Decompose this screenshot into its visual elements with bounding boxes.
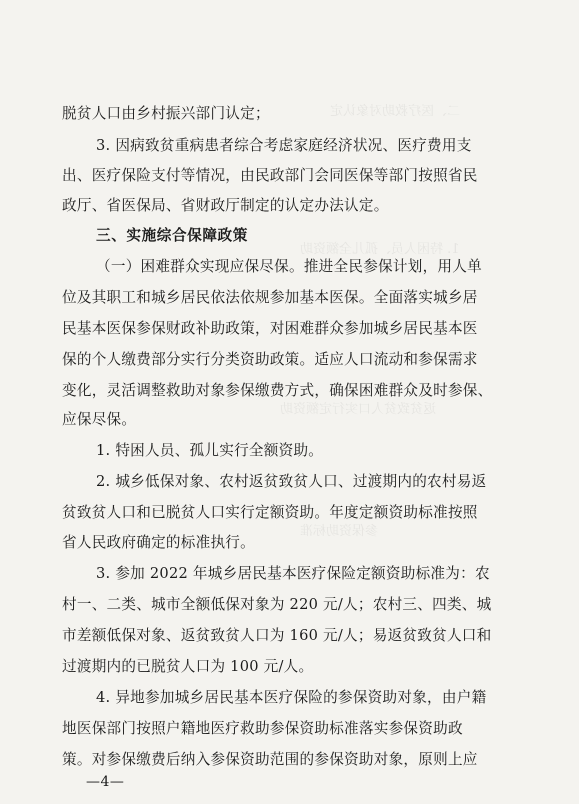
body-line: 变化，灵活调整救助对象参保缴费方式，确保困难群众及时参保、 — [62, 382, 493, 399]
body-line: 保的个人缴费部分实行分类资助政策。适应人口流动和参保需求 — [62, 351, 478, 368]
body-line: 4. 异地参加城乡居民基本医疗保险的参保资助对象，由户籍 — [96, 689, 487, 706]
bleed-through-text: 1. 特困人员、孤儿全额资助 — [300, 242, 460, 257]
body-line: 市差额低保对象、返贫致贫人口为 160 元/人；易返贫致贫人口和 — [62, 627, 492, 644]
body-line: 位及其职工和城乡居民依法依规参加基本医保。全面落实城乡居 — [62, 289, 478, 306]
body-line: 策。对参保缴费后纳入参保资助范围的参保资助对象，原则上应 — [62, 751, 478, 768]
body-line: 应保尽保。 — [62, 411, 137, 428]
body-line: 地医保部门按照户籍地医疗救助参保资助标准落实参保资助政 — [62, 720, 463, 737]
body-line: 民基本医保参保财政补助政策，对困难群众参加城乡居民基本医 — [62, 320, 478, 337]
body-line: 3. 参加 2022 年城乡居民基本医疗保险定额资助标准为：农 — [96, 565, 490, 582]
body-line: 2. 城乡低保对象、农村返贫致贫人口、过渡期内的农村易返 — [96, 473, 487, 490]
bleed-through-text: 二、医疗救助对象认定 — [330, 104, 461, 119]
body-line: 贫致贫人口和已脱贫人口实行定额资助。年度定额资助标准按照 — [62, 504, 478, 521]
body-line: 过渡期内的已脱贫人口为 100 元/人。 — [62, 658, 314, 675]
body-line: 政厅、省医保局、省财政厅制定的认定办法认定。 — [62, 197, 389, 214]
section-heading: 三、实施综合保障政策 — [96, 227, 248, 244]
page-number: —4— — [86, 774, 125, 790]
body-line: （一）困难群众实现应保尽保。推进全民参保计划，用人单 — [96, 258, 482, 275]
body-line: 1. 特困人员、孤儿实行全额资助。 — [96, 442, 324, 459]
bleed-through-text: 参保资助标准 — [300, 524, 379, 539]
body-line: 脱贫人口由乡村振兴部门认定； — [62, 105, 270, 122]
bleed-through-text: 返贫致贫人口实行定额资助 — [280, 402, 437, 417]
body-line: 省人民政府确定的标准执行。 — [62, 534, 255, 551]
body-line: 村一、二类、城市全额低保对象为 220 元/人；农村三、四类、城 — [62, 596, 492, 613]
body-line: 出、医疗保险支付等情况，由民政部门会同医保等部门按照省民 — [62, 167, 478, 184]
body-line: 3. 因病致贫重病患者综合考虑家庭经济状况、医疗费用支 — [96, 137, 472, 154]
